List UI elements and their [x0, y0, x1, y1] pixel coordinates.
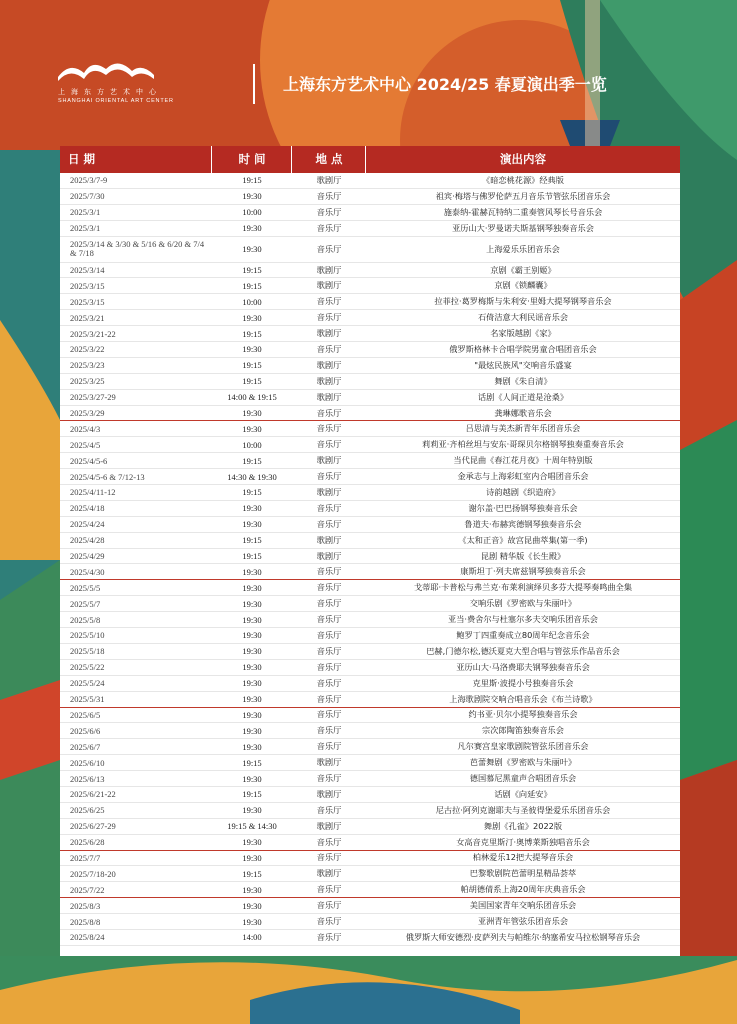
- row-venue: 歌剧厅: [316, 174, 342, 185]
- table-row: [60, 898, 680, 914]
- row-venue: 音乐厅: [316, 709, 342, 720]
- table-row: [60, 173, 680, 189]
- row-content: 祖宾·梅塔与佛罗伦萨五月音乐节管弦乐团音乐会: [435, 190, 611, 201]
- table-row: [60, 564, 680, 580]
- row-venue: 音乐厅: [316, 804, 342, 815]
- row-venue: 音乐厅: [316, 645, 342, 656]
- table-row: [60, 708, 680, 724]
- row-date: 2025/8/24: [70, 932, 105, 943]
- header-date: 日 期: [68, 152, 96, 166]
- row-date: 2025/4/5-6 & 7/12-13: [70, 471, 145, 482]
- table-row: [60, 787, 680, 803]
- row-time: 19:30: [242, 582, 262, 593]
- row-date: 2025/3/1: [70, 207, 101, 218]
- row-content: 上海歌剧院交响合唱音乐会《布兰诗歌》: [449, 693, 597, 704]
- table-row: [60, 294, 680, 310]
- row-content: 凡尔赛宫皇家歌剧院管弦乐团音乐会: [457, 741, 589, 752]
- row-content: 俄罗斯格林卡合唱学院男童合唱团音乐会: [449, 343, 597, 354]
- table-row: [60, 739, 680, 755]
- row-time: 19:30: [242, 344, 262, 355]
- row-content: 亚历山大·罗曼诺夫斯基钢琴独奏音乐会: [452, 222, 594, 233]
- row-time: 19:30: [242, 694, 262, 705]
- row-date: 2025/3/21-22: [70, 328, 116, 339]
- row-date: 2025/5/5: [70, 582, 101, 593]
- row-time: 10:00: [242, 296, 262, 307]
- table-row: [60, 517, 680, 533]
- table-row: [60, 358, 680, 374]
- row-content: 亚洲青年管弦乐团音乐会: [477, 916, 569, 927]
- row-venue: 歌剧厅: [316, 868, 342, 879]
- row-content: 女高音克里斯汀·奥博莱斯独唱音乐会: [456, 836, 590, 847]
- row-date: 2025/3/29: [70, 408, 105, 419]
- schedule-table: [60, 146, 680, 956]
- table-row: [60, 851, 680, 867]
- row-time: 19:30: [242, 423, 262, 434]
- table-row: [60, 485, 680, 501]
- row-content: 帕胡德倩系上海20周年庆典音乐会: [460, 884, 586, 895]
- table-row: [60, 819, 680, 835]
- row-time: 19:15: [242, 535, 262, 546]
- row-date: 2025/6/5: [70, 709, 101, 720]
- table-header: [60, 146, 680, 173]
- row-time: 19:30: [242, 852, 262, 863]
- header-venue: 地 点: [315, 152, 343, 166]
- row-venue: 音乐厅: [316, 629, 342, 640]
- row-date: 2025/7/18-20: [70, 868, 116, 879]
- row-date: 2025/4/11-12: [70, 487, 116, 498]
- page-title: 上海东方艺术中心 2024/25 春夏演出季一览: [283, 75, 607, 94]
- row-time: 19:30: [242, 244, 262, 255]
- row-venue: 音乐厅: [316, 471, 342, 482]
- row-content: 拉菲拉·葛罗梅斯与朱利安·里姆大提琴钢琴音乐会: [434, 296, 612, 307]
- table-row: [60, 469, 680, 485]
- row-content: 莉莉亚·齐柏丝坦与安东·哥琛贝尔格钢琴独奏重奏音乐会: [422, 439, 624, 450]
- page-header: [0, 0, 737, 140]
- row-time: 19:30: [242, 408, 262, 419]
- row-time: 14:00 & 19:15: [227, 392, 277, 403]
- row-date: 2025/3/1: [70, 223, 101, 234]
- row-time: 19:15: [242, 376, 262, 387]
- row-content: 话剧《向延安》: [494, 788, 552, 799]
- row-venue: 音乐厅: [316, 693, 342, 704]
- row-content: 德国慕尼黑童声合唱团音乐会: [469, 773, 577, 783]
- row-date: 2025/5/24: [70, 678, 105, 689]
- row-content: 戈蒂耶·卡普松与弗兰克·布莱利演绎贝多芬大提琴奏鸣曲全集: [413, 582, 633, 593]
- logo: [50, 55, 230, 110]
- table-row: [60, 278, 680, 294]
- row-date: 2025/5/18: [70, 646, 105, 657]
- row-time: 19:30: [242, 598, 262, 609]
- row-time: 14:00: [242, 932, 262, 943]
- row-time: 19:15: [242, 265, 262, 275]
- row-time: 19:30: [242, 805, 262, 816]
- row-date: 2025/3/15: [70, 296, 105, 307]
- row-date: 2025/4/18: [70, 503, 105, 514]
- row-time: 19:30: [242, 519, 262, 530]
- table-row: [60, 237, 680, 263]
- row-time: 19:15: [242, 360, 262, 371]
- row-venue: 音乐厅: [316, 518, 342, 529]
- table-row: [60, 390, 680, 406]
- row-content: 名家版越剧《家》: [490, 328, 556, 339]
- row-time: 19:30: [242, 709, 262, 720]
- row-venue: 音乐厅: [316, 931, 342, 942]
- table-row: [60, 374, 680, 390]
- row-date: 2025/6/21-22: [70, 789, 116, 800]
- header-time: 时 间: [238, 152, 266, 166]
- table-body: [60, 173, 680, 946]
- row-time: 10:00: [242, 439, 262, 450]
- table-row: [60, 930, 680, 946]
- table-row: [60, 803, 680, 819]
- row-content: 舞剧《朱自清》: [494, 375, 552, 386]
- row-content: 克里斯·波提小号独奏音乐会: [472, 677, 574, 688]
- row-time: 19:30: [242, 662, 262, 673]
- row-time: 19:15: [242, 868, 262, 879]
- row-date: 2025/6/13: [70, 773, 105, 784]
- row-venue: 音乐厅: [316, 741, 342, 752]
- row-venue: 音乐厅: [316, 222, 342, 233]
- table-row: [60, 421, 680, 437]
- row-content: 鲁道夫·布赫宾德钢琴独奏音乐会: [464, 518, 582, 529]
- row-time: 19:15: [242, 757, 262, 768]
- logo-mark-icon: [50, 55, 160, 85]
- row-content: 京剧《锁麟囊》: [494, 280, 552, 291]
- row-time: 19:30: [242, 312, 262, 323]
- row-venue: 音乐厅: [316, 852, 342, 863]
- row-content: 亚历山大·马洛费耶夫钢琴独奏音乐会: [456, 661, 590, 672]
- table-row: [60, 342, 680, 358]
- row-venue: 歌剧厅: [316, 788, 342, 799]
- row-date: 2025/7/30: [70, 191, 105, 202]
- table-row: [60, 660, 680, 676]
- table-row: [60, 692, 680, 708]
- row-content: 话剧《人间正道是沧桑》: [477, 391, 569, 402]
- row-time: 19:30: [242, 503, 262, 514]
- table-row: [60, 437, 680, 453]
- row-content: 交响乐剧《罗密欧与朱丽叶》: [469, 598, 577, 609]
- row-venue: 歌剧厅: [316, 534, 342, 545]
- row-venue: 歌剧厅: [316, 820, 342, 831]
- row-venue: 歌剧厅: [316, 280, 342, 291]
- table-row: [60, 596, 680, 612]
- table-row: [60, 310, 680, 326]
- table-row: [60, 453, 680, 469]
- row-venue: 歌剧厅: [316, 391, 342, 402]
- row-date: 2025/4/5-6: [70, 455, 108, 466]
- row-time: 19:30: [242, 725, 262, 736]
- row-time: 10:00: [242, 207, 262, 218]
- row-time: 19:30: [242, 741, 262, 752]
- header-divider: [253, 64, 255, 104]
- row-time: 19:30: [242, 884, 262, 895]
- row-venue: 音乐厅: [316, 725, 342, 736]
- row-date: 2025/4/29: [70, 551, 105, 562]
- row-date: 2025/4/24: [70, 519, 105, 530]
- row-content: 芭蕾舞剧《罗密欧与朱丽叶》: [469, 757, 577, 768]
- table-row: [60, 221, 680, 237]
- row-content: 尼古拉·阿列克谢耶夫与圣彼得堡爱乐乐团音乐会: [435, 804, 611, 815]
- row-date: 2025/6/6: [70, 725, 101, 736]
- row-content: 上海爱乐乐团音乐会: [486, 243, 560, 254]
- row-time: 19:30: [242, 916, 262, 927]
- row-date: 2025/8/8: [70, 916, 101, 927]
- row-content: 龚琳娜歌音乐会: [494, 407, 552, 418]
- row-venue: 音乐厅: [316, 502, 342, 513]
- row-content: 金承志与上海彩虹室内合唱团音乐会: [457, 471, 589, 482]
- row-time: 19:15 & 14:30: [227, 821, 277, 832]
- logo-cn-text: 上海东方艺术中心: [58, 88, 162, 96]
- row-content: 施泰纳-霍赫瓦特纳二重奏管风琴长号音乐会: [443, 206, 603, 217]
- header-content: 演出内容: [500, 152, 546, 166]
- table-row: [60, 866, 680, 882]
- row-venue: 歌剧厅: [316, 757, 342, 768]
- table-row: [60, 612, 680, 628]
- row-venue: 音乐厅: [316, 884, 342, 895]
- row-content: 宗次郎陶笛独奏音乐会: [482, 725, 564, 736]
- row-content: 石倚洁意大利民谣音乐会: [477, 312, 569, 323]
- row-time: 19:30: [242, 223, 262, 234]
- row-venue: 歌剧厅: [316, 375, 342, 386]
- row-content: 鲍罗丁四重奏成立80周年纪念音乐会: [456, 629, 590, 640]
- row-venue: 音乐厅: [316, 582, 342, 593]
- row-time: 19:30: [242, 191, 262, 202]
- row-content: 亚当·费舍尔与杜塞尔多夫交响乐团音乐会: [448, 614, 598, 625]
- row-venue: 音乐厅: [316, 423, 342, 434]
- row-date: 2025/5/31: [70, 694, 105, 705]
- row-date: 2025/4/30: [70, 566, 105, 577]
- row-time: 19:30: [242, 630, 262, 641]
- row-time: 19:30: [242, 566, 262, 577]
- row-content: "最炫民族风"交响音乐盛宴: [474, 359, 572, 370]
- row-content: 约书亚·贝尔小提琴独奏音乐会: [468, 709, 578, 720]
- row-venue: 音乐厅: [316, 296, 342, 307]
- row-content: 京剧《霸王别姬》: [490, 264, 556, 275]
- row-time: 19:15: [242, 789, 262, 800]
- logo-en-text: SHANGHAI ORIENTAL ART CENTER: [58, 98, 174, 104]
- row-date: 2025/3/7-9: [70, 175, 108, 186]
- table-row: [60, 628, 680, 644]
- row-time: 19:30: [242, 773, 262, 784]
- row-date: 2025/6/25: [70, 805, 105, 816]
- row-date: 2025/3/22: [70, 344, 105, 355]
- table-row: [60, 263, 680, 279]
- row-time: 19:15: [242, 280, 262, 291]
- row-content: 俄罗斯大师安德烈·皮萨列夫与帕维尔·纳塞希安马拉松钢琴音乐会: [405, 931, 641, 942]
- table-row: [60, 580, 680, 596]
- row-venue: 音乐厅: [316, 243, 342, 254]
- row-time: 19:15: [242, 175, 262, 186]
- row-venue: 音乐厅: [316, 661, 342, 672]
- row-content: 当代昆曲《春江花月夜》十周年特别版: [453, 455, 593, 466]
- row-content: 谢尔盖·巴巴扬钢琴独奏音乐会: [468, 502, 578, 513]
- row-venue: 歌剧厅: [316, 550, 342, 561]
- row-date: 2025/3/15: [70, 280, 105, 291]
- row-venue: 音乐厅: [316, 836, 342, 847]
- table-row: [60, 644, 680, 660]
- table-row: [60, 326, 680, 342]
- row-date: 2025/4/28: [70, 535, 105, 546]
- row-date: 2025/8/3: [70, 900, 101, 911]
- row-venue: 音乐厅: [316, 566, 342, 577]
- table-row: [60, 755, 680, 771]
- row-content: 昆剧 精华版《长生殿》: [480, 550, 566, 561]
- row-venue: 音乐厅: [316, 900, 342, 911]
- row-content: 巴黎歌剧院芭蕾明星精品荟萃: [469, 868, 577, 879]
- table-row: [60, 914, 680, 930]
- table-row: [60, 533, 680, 549]
- row-content: 《太和正音》故宫昆曲萃集(第一季): [458, 534, 588, 545]
- row-venue: 音乐厅: [316, 206, 342, 217]
- row-time: 19:15: [242, 455, 262, 466]
- row-time: 19:30: [242, 614, 262, 625]
- table-row: [60, 723, 680, 739]
- row-venue: 歌剧厅: [316, 328, 342, 339]
- table-row: [60, 835, 680, 851]
- row-date: 2025/4/3: [70, 423, 101, 434]
- table-row: [60, 189, 680, 205]
- row-venue: 音乐厅: [316, 439, 342, 450]
- row-time: 14:30 & 19:30: [227, 471, 277, 482]
- row-venue: 音乐厅: [316, 677, 342, 688]
- row-date: 2025/4/5: [70, 439, 101, 450]
- row-date: 2025/5/10: [70, 630, 105, 641]
- row-time: 19:15: [242, 328, 262, 339]
- row-venue: 音乐厅: [316, 598, 342, 609]
- row-venue: 音乐厅: [316, 407, 342, 418]
- table-row: [60, 549, 680, 565]
- row-content: 美国国家青年交响乐团音乐会: [469, 900, 577, 911]
- row-venue: 音乐厅: [316, 312, 342, 323]
- row-date: 2025/6/28: [70, 837, 105, 848]
- row-venue: 音乐厅: [316, 343, 342, 354]
- row-date: 2025/3/21: [70, 312, 105, 323]
- row-date: 2025/6/27-29: [70, 821, 116, 832]
- row-content: 吕思清与美杰新青年乐团音乐会: [465, 423, 581, 434]
- row-venue: 音乐厅: [316, 773, 342, 783]
- row-time: 19:30: [242, 837, 262, 848]
- table-row: [60, 676, 680, 692]
- row-date: 2025/5/7: [70, 598, 101, 609]
- row-venue: 音乐厅: [316, 190, 342, 201]
- row-date: 2025/6/7: [70, 741, 101, 752]
- row-venue: 歌剧厅: [316, 264, 342, 275]
- row-time: 19:30: [242, 646, 262, 657]
- row-content: 《暗恋桃花源》经典版: [482, 174, 564, 185]
- row-date: 2025/7/22: [70, 884, 105, 895]
- table-row: [60, 771, 680, 787]
- row-content: 柏林爱乐12把大提琴音乐会: [472, 852, 574, 863]
- table-row: [60, 406, 680, 422]
- row-venue: 歌剧厅: [316, 359, 342, 370]
- row-content: 舞剧《孔雀》2022版: [483, 820, 563, 831]
- row-date: 2025/3/25: [70, 376, 105, 387]
- row-date: 2025/3/23: [70, 360, 105, 371]
- row-date: 2025/3/27-29: [70, 392, 116, 403]
- row-date: 2025/3/14: [70, 265, 105, 275]
- row-date: 2025/7/7: [70, 852, 101, 863]
- row-date: 2025/3/14 & 3/30 & 5/16 & 6/20 & 7/4 & 7/18: [70, 239, 205, 259]
- row-time: 19:30: [242, 678, 262, 689]
- row-venue: 歌剧厅: [316, 455, 342, 466]
- row-date: 2025/5/8: [70, 614, 101, 625]
- row-venue: 音乐厅: [316, 614, 342, 625]
- table-row: [60, 882, 680, 898]
- row-content: 康斯坦丁·列夫席兹钢琴独奏音乐会: [460, 566, 586, 577]
- row-content: 巴赫,门德尔松,德沃夏克大型合唱与管弦乐作品音乐会: [426, 645, 620, 656]
- row-date: 2025/6/10: [70, 757, 105, 768]
- row-time: 19:15: [242, 551, 262, 562]
- row-content: 诗韵越剧《织造府》: [486, 486, 560, 497]
- row-time: 19:30: [242, 900, 262, 911]
- table-row: [60, 501, 680, 517]
- row-venue: 音乐厅: [316, 916, 342, 927]
- row-date: 2025/5/22: [70, 662, 105, 673]
- row-time: 19:15: [242, 487, 262, 498]
- table-row: [60, 205, 680, 221]
- row-venue: 歌剧厅: [316, 486, 342, 497]
